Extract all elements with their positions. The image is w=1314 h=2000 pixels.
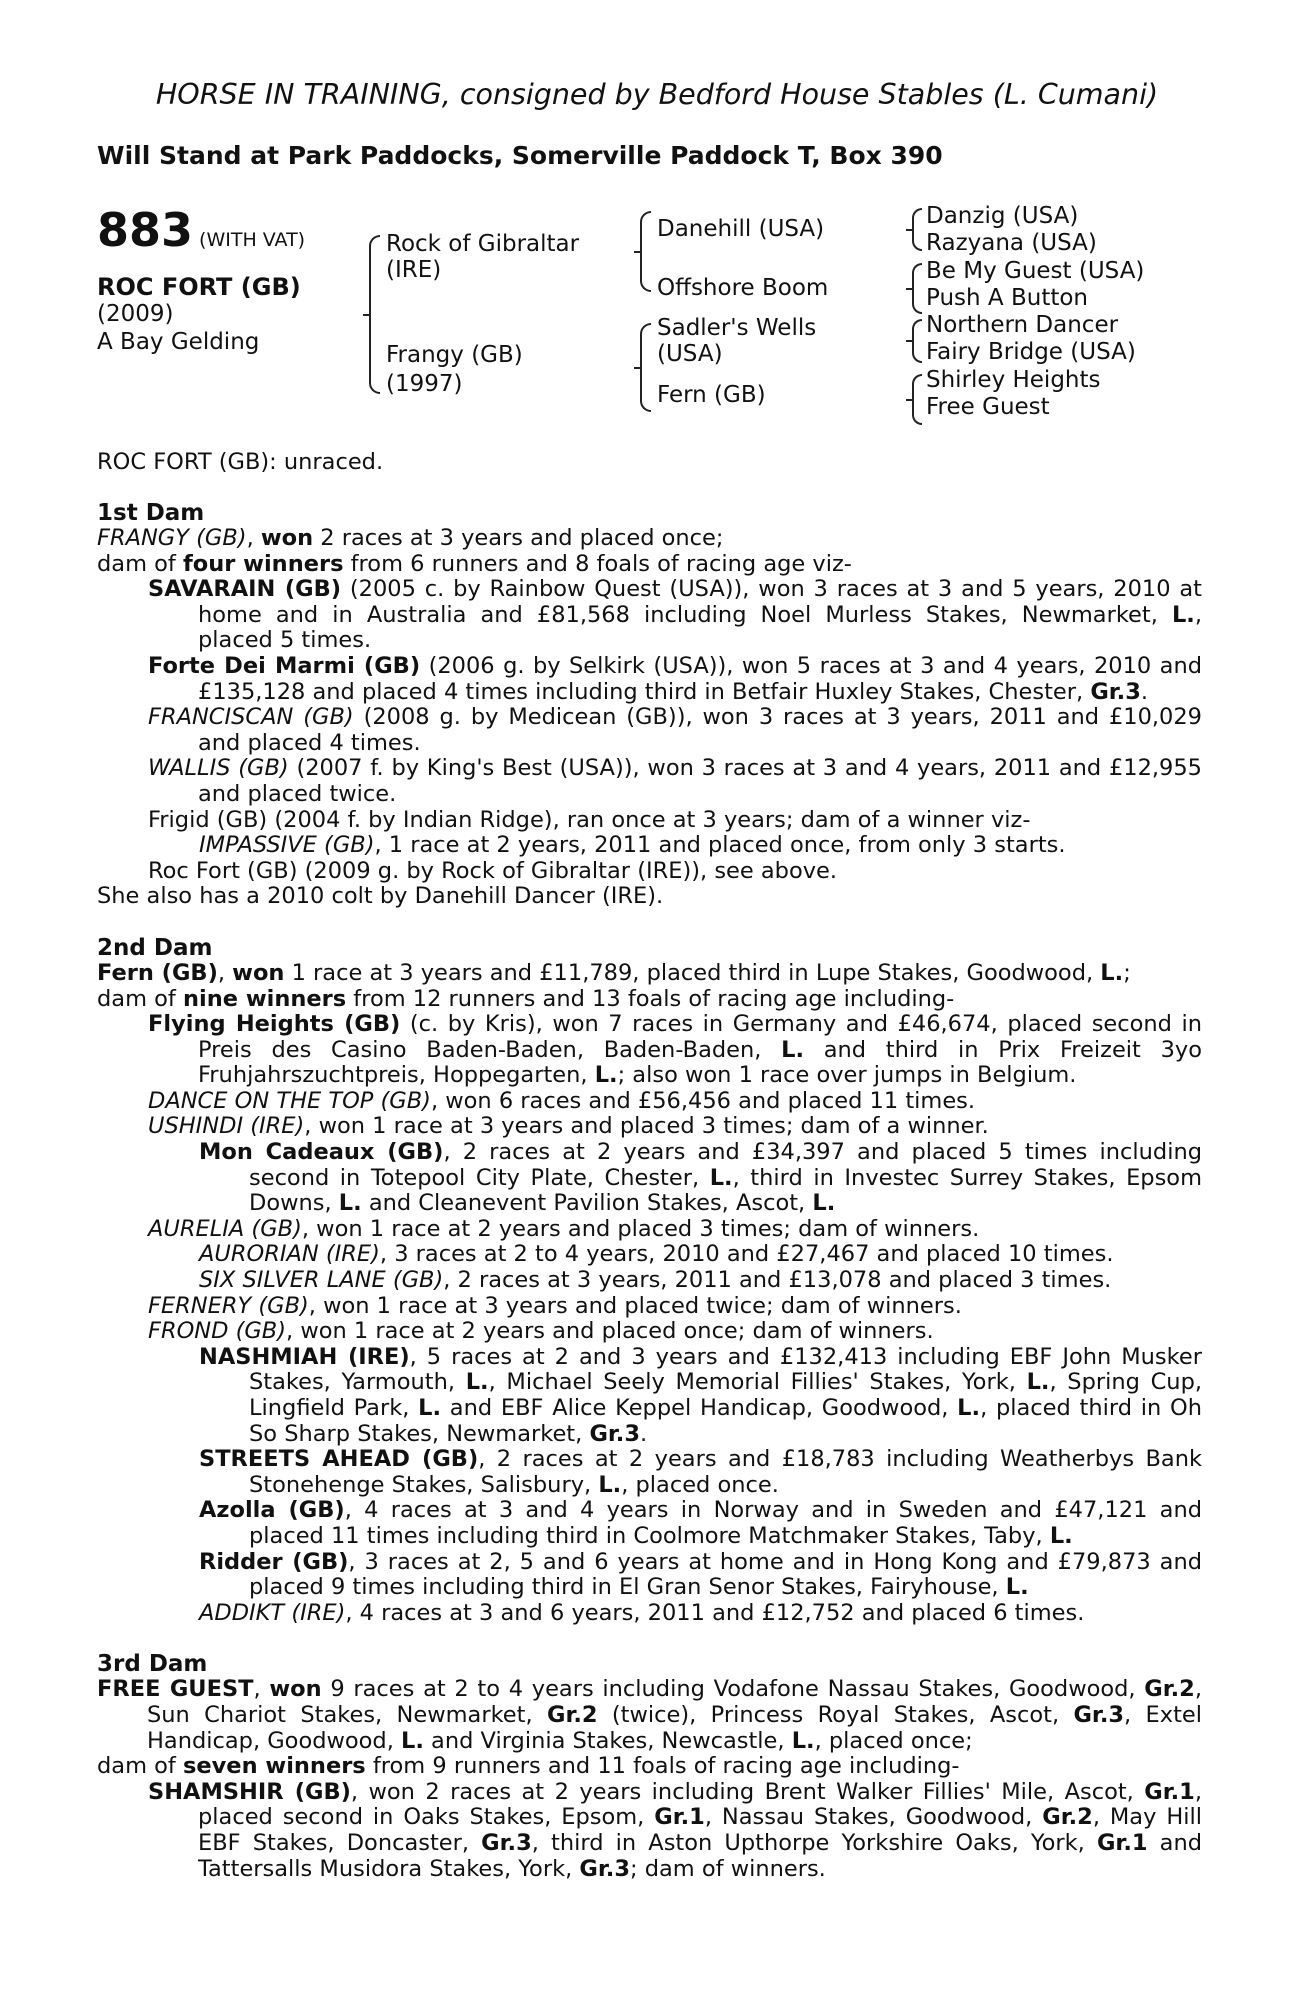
produce-nashmiah: NASHMIAH (IRE), 5 races at 2 and 3 years and £132,413 including EBF John Musker Stakes, Yarmouth, L., Michael Seely Memorial Fillies' Stakes, York, L., Spring Cup, Lingfield Park, L. and EBF Alice Keppel Handicap, Goodwood, L., placed third in Oh So Sharp Stakes, Newmarket, Gr.3.	[199, 1343, 1203, 1447]
ggs-2: Be My Guest (USA)	[926, 258, 1145, 284]
grandsire-2: Sadler's Wells	[657, 315, 817, 341]
stand-location: Will Stand at Park Paddocks, Somerville Paddock T, Box 390	[97, 141, 943, 170]
produce-ushindi: USHINDI (IRE), won 1 race at 3 years and placed 3 times; dam of a winner.	[148, 1113, 989, 1140]
pedigree-brace-dam	[640, 323, 651, 412]
produce-streets-ahead: STREETS AHEAD (GB), 2 races at 2 years and £18,783 including Weatherbys Bank Stonehenge Stakes, Salisbury, L., placed once.	[199, 1446, 1202, 1498]
granddam-1: Offshore Boom	[657, 275, 829, 301]
produce-colt-note: She also has a 2010 colt by Danehill Dancer (IRE).	[97, 883, 664, 910]
vat-note: (WITH VAT)	[199, 229, 306, 251]
pedigree-brace-ggs2	[912, 263, 922, 314]
second-dam-heading: 2nd Dam	[97, 934, 213, 961]
produce-franciscan: FRANCISCAN (GB) (2008 g. by Medicean (GB)), won 3 races at 3 years, 2011 and £10,029 and placed 4 times.	[148, 704, 1202, 756]
produce-six-silver-lane: SIX SILVER LANE (GB), 2 races at 3 years, 2011 and £13,078 and placed 3 times.	[199, 1267, 1112, 1294]
first-dam-heading: 1st Dam	[97, 500, 205, 526]
produce-wallis: WALLIS (GB) (2007 f. by King's Best (USA)), won 3 races at 3 and 4 years, 2011 and £12,955 and placed twice.	[148, 755, 1202, 807]
produce-flying-heights: Flying Heights (GB) (c. by Kris), won 7 races in Germany and £46,674, placed second in Preis des Casino Baden-Baden, Baden-Baden, L. and third in Prix Freizeit 3yo Fruhjahrszuchtpreis, Hoppegarten, L.; also won 1 race over jumps in Belgium.	[148, 1011, 1202, 1089]
horse-name: ROC FORT (GB)	[97, 273, 301, 301]
pedigree-brace-ggs1	[912, 208, 922, 251]
ggs-3: Northern Dancer	[926, 312, 1119, 338]
produce-fernery: FERNERY (GB), won 1 race at 3 years and placed twice; dam of winners.	[148, 1292, 962, 1319]
ggd-1: Razyana (USA)	[926, 230, 1097, 256]
produce-forte-dei-marmi: Forte Dei Marmi (GB) (2006 g. by Selkirk (USA)), won 5 races at 3 and 4 years, 2010 and £135,128 and placed 4 times including third in Betfair Huxley Stakes, Chester, Gr.3.	[148, 652, 1202, 705]
third-dam-heading: 3rd Dam	[97, 1651, 208, 1678]
unraced-note: ROC FORT (GB): unraced.	[97, 449, 384, 475]
second-dam-intro: Fern (GB), won 1 race at 3 years and £11,789, placed third in Lupe Stakes, Goodwood, L.;	[97, 959, 1131, 986]
produce-aurorian: AURORIAN (IRE), 3 races at 2 to 4 years, 2010 and £27,467 and placed 10 times.	[199, 1241, 1114, 1268]
produce-azolla: Azolla (GB), 4 races at 3 and 4 years in Norway and in Sweden and £47,121 and placed 11 times including third in Coolmore Matchmaker Stakes, Taby, L.	[199, 1497, 1202, 1549]
pedigree-brace-ggs4	[912, 374, 922, 425]
ggd-4: Free Guest	[926, 394, 1050, 420]
third-dam-produce: dam of seven winners from 9 runners and 11 foals of racing age including-	[97, 1753, 960, 1780]
pedigree-brace-gen1	[369, 235, 380, 394]
lot-number-value: 883	[97, 203, 194, 257]
produce-dance-on-the-top: DANCE ON THE TOP (GB), won 6 races and £56,456 and placed 11 times.	[148, 1087, 976, 1114]
produce-impassive: IMPASSIVE (GB), 1 race at 2 years, 2011 and placed once, from only 3 starts.	[199, 832, 1066, 859]
produce-mon-cadeaux: Mon Cadeaux (GB), 2 races at 2 years and £34,397 and placed 5 times including second in Totepool City Plate, Chester, L., third in Investec Surrey Stakes, Epsom Downs, L. and Cleanevent Pavilion Stakes, Ascot, L.	[199, 1139, 1202, 1217]
lot-number	[97, 204, 305, 266]
pedigree-brace-ggs3	[912, 319, 922, 363]
produce-roc-fort: Roc Fort (GB) (2009 g. by Rock of Gibraltar (IRE)), see above.	[148, 857, 838, 884]
produce-frond: FROND (GB), won 1 race at 2 years and placed once; dam of winners.	[148, 1318, 934, 1345]
pedigree-brace-sire	[640, 211, 651, 292]
grandsire-1: Danehill (USA)	[657, 216, 825, 242]
pedigree-notes	[97, 500, 1202, 1882]
produce-frigid: Frigid (GB) (2004 f. by Indian Ridge), ran once at 3 years; dam of a winner viz-	[148, 806, 1031, 833]
produce-addikt: ADDIKT (IRE), 4 races at 3 and 6 years, 2011 and £12,752 and placed 6 times.	[199, 1599, 1085, 1626]
dam-year: (1997)	[386, 371, 463, 397]
ggs-1: Danzig (USA)	[926, 203, 1079, 229]
first-dam-produce: dam of four winners from 6 runners and 8 foals of racing age viz-	[97, 550, 852, 577]
produce-shamshir: SHAMSHIR (GB), won 2 races at 2 years including Brent Walker Fillies' Mile, Ascot, Gr.1, placed second in Oaks Stakes, Epsom, Gr.1, Nassau Stakes, Goodwood, Gr.2, May Hill EBF Stakes, Doncaster, Gr.3, third in Aston Upthorpe Yorkshire Oaks, York, Gr.1 and Tattersalls Musidora Stakes, York, Gr.3; dam of winners.	[148, 1778, 1203, 1882]
sire-origin: (IRE)	[386, 257, 442, 283]
produce-ridder: Ridder (GB), 3 races at 2, 5 and 6 years at home and in Hong Kong and £79,873 and placed 9 times including third in El Gran Senor Stakes, Fairyhouse, L.	[199, 1548, 1202, 1601]
granddam-2: Fern (GB)	[657, 382, 766, 408]
first-dam-intro: FRANGY (GB), won 2 races at 3 years and placed once;	[97, 525, 724, 551]
third-dam-intro: FREE GUEST, won 9 races at 2 to 4 years including Vodafone Nassau Stakes, Goodwood, Gr.2, Sun Chariot Stakes, Newmarket, Gr.2 (twice), Princess Royal Stakes, Ascot, Gr.3, Extel Handicap, Goodwood, L. and Virginia Stakes, Newcastle, L., placed once;	[97, 1676, 1202, 1754]
horse-year: (2009)	[97, 301, 174, 327]
second-dam-produce: dam of nine winners from 12 runners and 13 foals of racing age including-	[97, 985, 955, 1012]
horse-description: A Bay Gelding	[97, 329, 260, 355]
dam-name: Frangy (GB)	[386, 342, 523, 368]
page-title: HORSE IN TRAINING, consigned by Bedford House Stables (L. Cumani)	[155, 78, 1159, 111]
produce-savarain: SAVARAIN (GB) (2005 c. by Rainbow Quest (USA)), won 3 races at 3 and 5 years, 2010 at home and in Australia and £81,568 including Noel Murless Stakes, Newmarket, L., placed 5 times.	[148, 576, 1202, 654]
ggd-3: Fairy Bridge (USA)	[926, 339, 1136, 365]
ggs-4: Shirley Heights	[926, 367, 1101, 393]
sire-name: Rock of Gibraltar	[386, 231, 580, 257]
grandsire-2-origin: (USA)	[657, 341, 723, 367]
produce-aurelia: AURELIA (GB), won 1 race at 2 years and placed 3 times; dam of winners.	[148, 1215, 980, 1242]
ggd-2: Push A Button	[926, 285, 1088, 311]
